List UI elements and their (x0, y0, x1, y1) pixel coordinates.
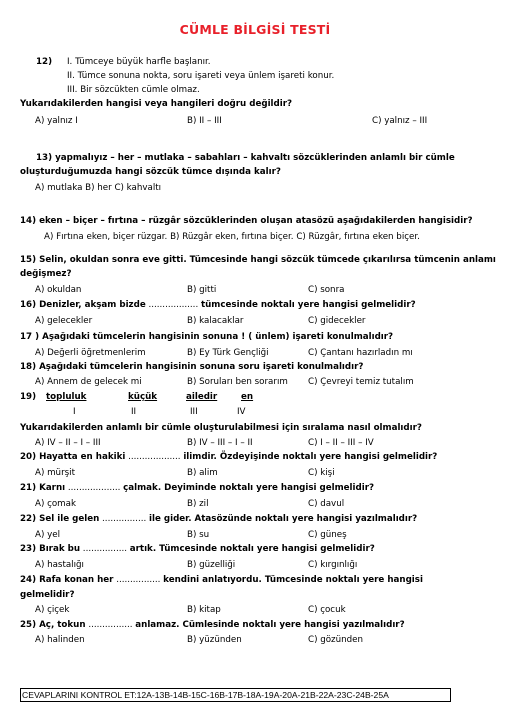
question-stem: 16) Denizler, akşam bizde .................. tümcesinde noktalı yere hangisi gelmelidir? (20, 300, 416, 310)
answer-key-box: CEVAPLARINI KONTROL ET:12A-13B-14B-15C-16B-17B-18A-19A-20A-21B-22A-23C-24B-25A (20, 688, 451, 702)
option-c[interactable]: C) kişi (308, 468, 335, 478)
option-c[interactable]: C) I – II – III – IV (308, 438, 374, 448)
option-a[interactable]: A) gelecekler (35, 316, 93, 326)
word-2: küçük (128, 392, 158, 402)
question-stem: 17 ) Aşağıdaki tümcelerin hangisinin sonuna ! ( ünlem) işareti konulmalıdır? (20, 332, 394, 342)
question-stem-cont: değişmez? (20, 269, 72, 279)
question-stem: 22) Sel ile gelen ................ ile gider. Atasözünde noktalı yere hangisi yazılmalıdır? (20, 514, 418, 524)
question-stem-cont: oluşturduğumuzda hangi sözcük tümce dışında kalır? (20, 167, 281, 177)
question-stem: 23) Bırak bu ................ artık. Tümcesinde noktalı yere hangisi gelmelidir? (20, 544, 375, 554)
page-title: CÜMLE BİLGİSİ TESTİ (179, 22, 331, 37)
roman-1: I (73, 407, 76, 417)
option-b[interactable]: B) II – III (187, 116, 222, 126)
option-c[interactable]: C) kırgınlığı (308, 560, 358, 570)
option-b[interactable]: B) kalacaklar (187, 316, 244, 326)
option-c[interactable]: C) güneş (308, 530, 347, 540)
option-a[interactable]: A) hastalığı (35, 560, 84, 570)
option-b[interactable]: B) yüzünden (187, 635, 242, 645)
option-a[interactable]: A) halinden (35, 635, 85, 645)
option-c[interactable]: C) gözünden (308, 635, 363, 645)
question-number: 19) (20, 392, 37, 402)
option-a[interactable]: A) okuldan (35, 285, 82, 295)
option-c[interactable]: C) çocuk (308, 605, 346, 615)
question-stem: 24) Rafa konan her ................ kendini anlatıyordu. Tümcesinde noktalı yere hangisi (20, 575, 423, 585)
question-stem-cont: gelmelidir? (20, 590, 75, 600)
option-a[interactable]: A) yel (35, 530, 60, 540)
roman-2: II (131, 407, 137, 417)
option-c[interactable]: C) Çevreyi temiz tutalım (308, 377, 414, 387)
question-stem: 20) Hayatta en hakiki ................... ilimdir. Özdeyişinde noktalı yere hangisi gelmelidir? (20, 452, 438, 462)
question-stem: 25) Aç, tokun ................ anlamaz. Cümlesinde noktalı yere hangisi yazılmalıdır? (20, 620, 405, 630)
option-a[interactable]: A) IV – II – I – III (35, 438, 101, 448)
option-a[interactable]: A) yalnız I (35, 116, 78, 126)
word-1: topluluk (46, 392, 87, 402)
question-number: 12) (36, 57, 53, 67)
option-c[interactable]: C) sonra (308, 285, 345, 295)
option-b[interactable]: B) alim (187, 468, 218, 478)
statement-3: III. Bir sözcükten cümle olmaz. (67, 85, 200, 95)
options[interactable]: A) Fırtına eken, biçer rüzgar. B) Rüzgâr eken, fırtına biçer. C) Rüzgâr, fırtına eken biçer. (44, 232, 420, 242)
question-stem: 15) Selin, okuldan sonra eve gitti. Tümcesinde hangi sözcük tümcede çıkarılırsa tümcenin anlamı (20, 255, 496, 265)
roman-4: IV (237, 407, 246, 417)
option-c[interactable]: C) davul (308, 499, 345, 509)
statement-2: II. Tümce sonuna nokta, soru işareti veya ünlem işareti konur. (67, 71, 335, 81)
statement-1: I. Tümceye büyük harfle başlanır. (67, 57, 211, 67)
option-b[interactable]: B) su (187, 530, 210, 540)
roman-3: III (190, 407, 198, 417)
option-c[interactable]: C) gidecekler (308, 316, 366, 326)
word-4: en (241, 392, 254, 402)
option-b[interactable]: B) Soruları ben sorarım (187, 377, 288, 387)
option-c[interactable]: C) yalnız – III (372, 116, 428, 126)
option-a[interactable]: A) Değerli öğretmenlerim (35, 348, 146, 358)
question-stem: Yukarıdakilerden anlamlı bir cümle oluşturulabilmesi için sıralama nasıl olmalıdır? (20, 423, 422, 433)
question-stem: 14) eken – biçer – fırtına – rüzgâr sözcüklerinden oluşan atasözü aşağıdakilerden hangisidir? (20, 216, 473, 226)
question-stem: 21) Karnı ................... çalmak. Deyiminde noktalı yere hangisi gelmelidir? (20, 483, 375, 493)
question-stem: 13) yapmalıyız – her – mutlaka – sabahları – kahvaltı sözcüklerinden anlamlı bir cümle (36, 153, 455, 163)
option-b[interactable]: B) güzelliği (187, 560, 236, 570)
option-b[interactable]: B) gitti (187, 285, 217, 295)
option-c[interactable]: C) Çantanı hazırladın mı (308, 348, 413, 358)
option-a[interactable]: A) çiçek (35, 605, 70, 615)
option-b[interactable]: B) zil (187, 499, 209, 509)
option-a[interactable]: A) çomak (35, 499, 77, 509)
option-a[interactable]: A) Annem de gelecek mi (35, 377, 142, 387)
word-3: ailedir (186, 392, 218, 402)
question-stem: 18) Aşağıdaki tümcelerin hangisinin sonuna soru işareti konulmalıdır? (20, 362, 364, 372)
option-a[interactable]: A) mürşit (35, 468, 75, 478)
option-b[interactable]: B) kitap (187, 605, 221, 615)
options[interactable]: A) mutlaka B) her C) kahvaltı (35, 183, 162, 193)
option-b[interactable]: B) IV – III – I – II (187, 438, 253, 448)
question-stem: Yukarıdakilerden hangisi veya hangileri doğru değildir? (20, 99, 293, 109)
option-b[interactable]: B) Ey Türk Gençliği (187, 348, 269, 358)
